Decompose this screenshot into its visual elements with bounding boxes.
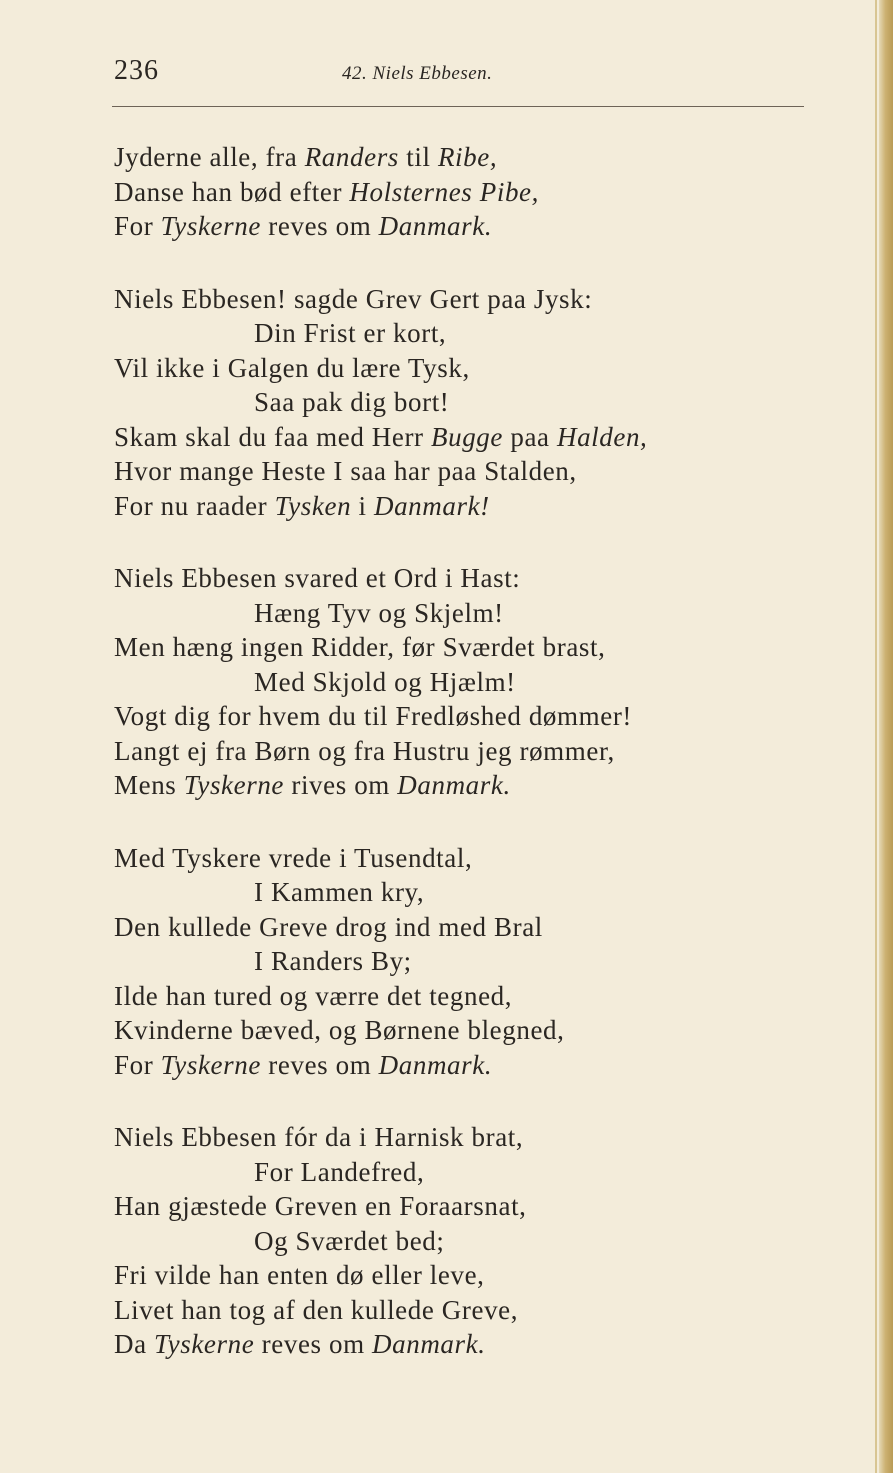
verse-text: Niels Ebbesen svared et Ord i Hast: — [114, 563, 521, 593]
running-head: 42. Niels Ebbesen. — [342, 63, 493, 84]
italic-name: Danmark. — [378, 211, 493, 241]
verse-line — [114, 910, 814, 945]
stanza — [114, 561, 814, 803]
verse-line — [114, 561, 814, 596]
verse-text: Kvinderne bæved, og Børnene blegned, — [114, 1015, 565, 1045]
page-number: 236 — [114, 55, 159, 86]
verse-text: For nu raader — [114, 490, 275, 521]
verse-line — [114, 665, 814, 700]
verse-text: rives om — [284, 770, 398, 800]
stanza — [114, 1120, 814, 1362]
verse-text: Med Skjold og Hjælm! — [254, 666, 516, 697]
stanza — [114, 140, 814, 244]
verse-line — [114, 841, 814, 876]
italic-name: Tysken — [274, 490, 352, 521]
verse-text: reves om — [254, 1329, 373, 1359]
verse-line — [114, 316, 814, 351]
verse-text: til — [398, 142, 438, 172]
verse-line — [114, 630, 814, 665]
italic-name: Tyskerne — [160, 1049, 261, 1080]
italic-name: Danmark. — [397, 770, 511, 800]
verse-text: Niels Ebbesen fór da i Harnisk brat, — [114, 1122, 524, 1152]
verse-text: Saa pak dig bort! — [254, 387, 450, 417]
verse-line — [114, 175, 814, 210]
italic-name: Halden, — [556, 421, 648, 452]
stanza — [114, 841, 814, 1083]
verse-line — [114, 351, 814, 386]
verse-line — [114, 1189, 814, 1224]
verse-line — [114, 1258, 814, 1293]
verse-line — [114, 282, 814, 317]
verse-line — [114, 944, 814, 979]
stanza — [114, 282, 814, 524]
verse-text: For Landefred, — [254, 1156, 425, 1187]
italic-name: Tyskerne — [183, 770, 285, 800]
verse-text: I Kammen kry, — [254, 877, 425, 907]
verse-text: Niels Ebbesen! sagde Grev Gert paa Jysk: — [114, 283, 593, 314]
verse-text: For — [114, 211, 161, 241]
italic-name: Ribe, — [437, 142, 498, 172]
verse-text: Og Sværdet bed; — [254, 1225, 445, 1256]
verse-line — [114, 1048, 814, 1083]
italic-name: Bugge — [431, 421, 503, 452]
verse-text: Din Frist er kort, — [254, 318, 447, 348]
verse-text: Langt ej fra Børn og fra Hustru jeg rømmer, — [114, 735, 615, 766]
verse-line — [114, 979, 814, 1014]
italic-name: Danmark! — [373, 490, 490, 521]
italic-name: Danmark. — [372, 1329, 486, 1359]
verse-line — [114, 875, 814, 910]
verse-line — [114, 1155, 814, 1190]
page-edge-line — [875, 0, 877, 1473]
poem-body — [114, 140, 814, 1400]
verse-text: paa — [503, 421, 557, 452]
verse-text: Vogt dig for hvem du til Fredløshed dømmer! — [114, 701, 632, 731]
verse-text: i — [351, 490, 374, 521]
verse-line — [114, 768, 814, 803]
verse-line — [114, 140, 814, 175]
verse-text: Jyderne alle, fra — [114, 142, 305, 172]
verse-text: Men hæng ingen Ridder, før Sværdet brast, — [114, 632, 606, 662]
verse-text: Fri vilde han enten dø eller leve, — [114, 1260, 485, 1290]
verse-text: Hæng Tyv og Skjelm! — [254, 597, 504, 628]
italic-name: Danmark. — [378, 1049, 493, 1080]
verse-line — [114, 454, 814, 489]
verse-line — [114, 1120, 814, 1155]
verse-line — [114, 1224, 814, 1259]
verse-text: reves om — [260, 1049, 379, 1080]
verse-text: Den kullede Greve drog ind med Bral — [114, 911, 543, 942]
verse-text: Hvor mange Heste I saa har paa Stalden, — [114, 456, 577, 486]
verse-line — [114, 385, 814, 420]
verse-line — [114, 489, 814, 524]
verse-line — [114, 699, 814, 734]
verse-text: Med Tyskere vrede i Tusendtal, — [114, 842, 473, 873]
verse-text: Danse han bød efter — [114, 176, 350, 207]
verse-text: Da — [114, 1329, 155, 1359]
italic-name: Tyskerne — [160, 211, 261, 241]
verse-line — [114, 734, 814, 769]
verse-line — [114, 596, 814, 631]
italic-name: Randers — [304, 142, 399, 172]
verse-text: I Randers By; — [254, 946, 412, 976]
verse-line — [114, 1327, 814, 1362]
verse-text: Vil ikke i Galgen du lære Tysk, — [114, 352, 470, 383]
italic-name: Holsternes Pibe, — [349, 176, 539, 207]
verse-text: Livet han tog af den kullede Greve, — [114, 1294, 519, 1325]
verse-text: Han gjæstede Greven en Foraarsnat, — [114, 1191, 527, 1221]
page-edge — [879, 0, 893, 1473]
header-rule — [112, 106, 804, 107]
verse-text: Mens — [114, 770, 184, 800]
verse-line — [114, 420, 814, 455]
verse-text: For — [114, 1049, 161, 1080]
verse-text: Ilde han tured og værre det tegned, — [114, 980, 513, 1011]
italic-name: Tyskerne — [154, 1329, 255, 1359]
verse-line — [114, 1293, 814, 1328]
verse-line — [114, 209, 814, 244]
verse-line — [114, 1013, 814, 1048]
verse-text: Skam skal du faa med Herr — [114, 421, 432, 452]
verse-text: reves om — [260, 211, 379, 241]
